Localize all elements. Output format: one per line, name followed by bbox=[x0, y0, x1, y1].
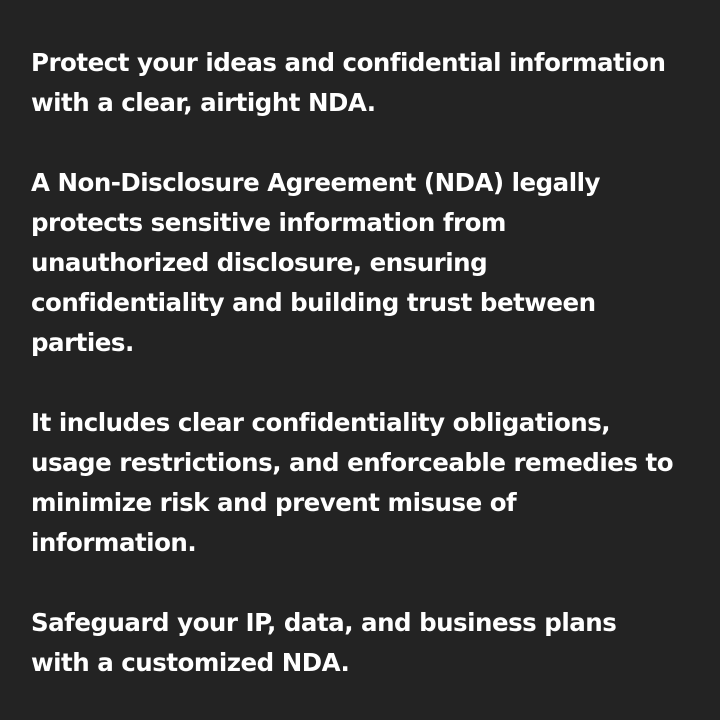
call-to-action-paragraph: Safeguard your IP, data, and business plans with a customized NDA. bbox=[31, 608, 617, 677]
definition-paragraph: A Non-Disclosure Agreement (NDA) legally protects sensitive information from unauthorized disclosure, ensuring confidentiality and building trust between parties. bbox=[31, 168, 600, 357]
headline-paragraph: Protect your ideas and confidential information with a clear, airtight NDA. bbox=[31, 48, 666, 117]
contents-paragraph: It includes clear confidentiality obligations, usage restrictions, and enforceable remedies to minimize risk and prevent misuse of information. bbox=[31, 408, 674, 557]
